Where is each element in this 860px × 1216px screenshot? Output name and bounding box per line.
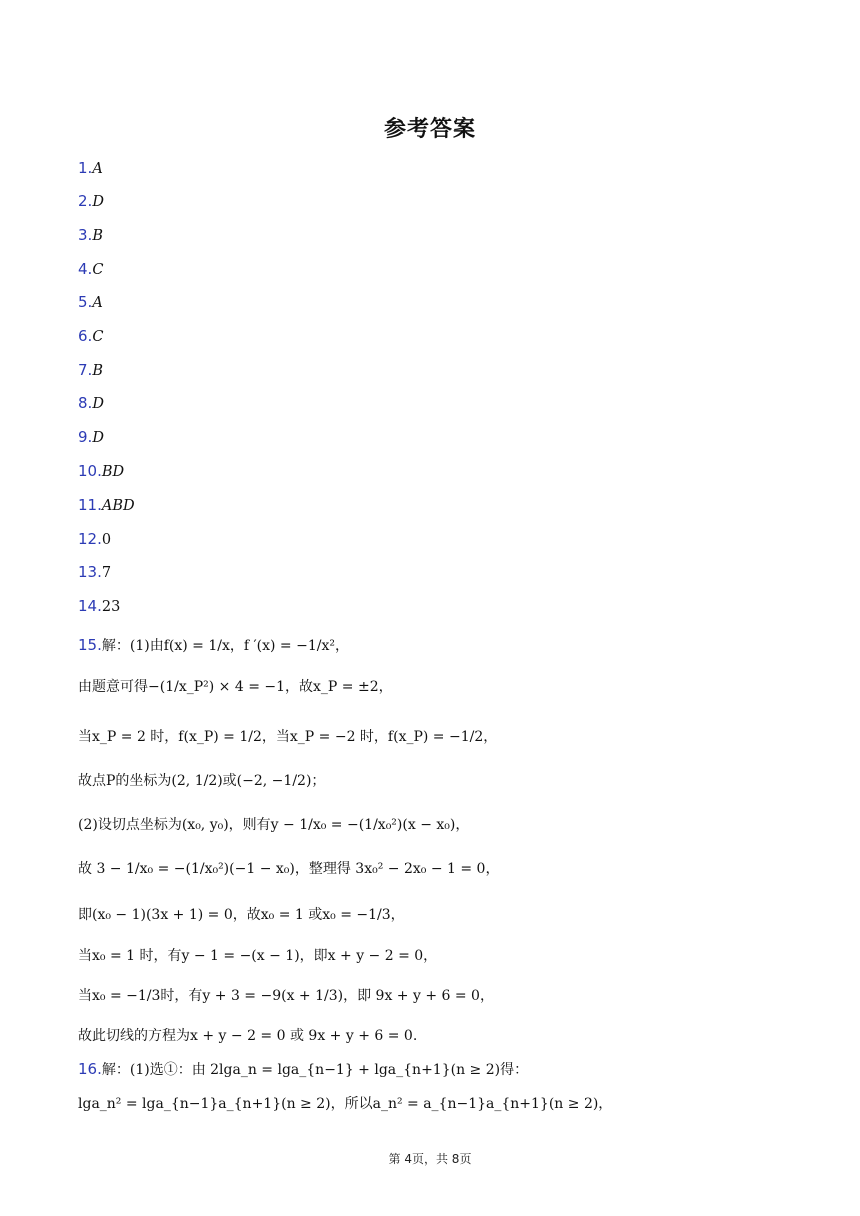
page-title: 参考答案 xyxy=(383,117,476,142)
solution-16-line: lga_n² = lga_{n−1}a_{n+1}(n ≥ 2)，所以a_n² = a_{n−1}a_{n+1}(n ≥ 2)， xyxy=(78,1096,613,1112)
answer-item: 9.D xyxy=(78,428,104,446)
answer-item: 4.C xyxy=(78,260,104,278)
answer-item: 14.23 xyxy=(78,597,121,615)
answer-item: 2.D xyxy=(78,192,104,210)
answer-item: 6.C xyxy=(78,327,104,345)
solution-15-line: 15.解：(1)由f(x) = 1/x，f ′(x) = −1/x²， xyxy=(78,636,349,654)
answer-item: 13.7 xyxy=(78,563,112,581)
solution-15-line: 由题意可得−(1/x_P²) × 4 = −1，故x_P = ±2， xyxy=(78,679,393,695)
solution-15-line: 故点P的坐标为(2, 1/2)或(−2, −1/2)； xyxy=(78,773,326,789)
answer-item: 7.B xyxy=(78,361,103,379)
solution-15-line: 当x₀ = −1/3时，有y + 3 = −9(x + 1/3)，即 9x + y + 6 = 0， xyxy=(78,988,494,1004)
answer-item: 12.0 xyxy=(78,530,112,548)
solution-15-line: 故 3 − 1/x₀ = −(1/x₀²)(−1 − x₀)，整理得 3x₀² − 2x₀ − 1 = 0， xyxy=(78,861,500,877)
answer-item: 5.A xyxy=(78,293,103,311)
solution-15-line: 即(x₀ − 1)(3x + 1) = 0，故x₀ = 1 或x₀ = −1/3， xyxy=(78,907,405,923)
solution-16-line: 16.解：(1)选①：由 2lga_n = lga_{n−1} + lga_{n+1}(n ≥ 2)得： xyxy=(78,1060,529,1078)
answer-item: 3.B xyxy=(78,226,103,244)
answer-item: 1.A xyxy=(78,159,103,177)
solution-15-line: 当x₀ = 1 时，有y − 1 = −(x − 1)，即x + y − 2 = 0， xyxy=(78,948,438,964)
solution-15-line: (2)设切点坐标为(x₀, y₀)，则有y − 1/x₀ = −(1/x₀²)(x − x₀)， xyxy=(78,817,470,833)
answer-item: 8.D xyxy=(78,394,104,412)
solution-15-line: 故此切线的方程为x + y − 2 = 0 或 9x + y + 6 = 0. xyxy=(78,1028,418,1044)
answer-item: 10.BD xyxy=(78,462,125,480)
solution-15-line: 当x_P = 2 时，f(x_P) = 1/2，当x_P = −2 时，f(x_P) = −1/2， xyxy=(78,729,498,745)
answer-item: 11.ABD xyxy=(78,496,135,514)
page-footer: 第 4页，共 8页 xyxy=(388,1152,472,1166)
